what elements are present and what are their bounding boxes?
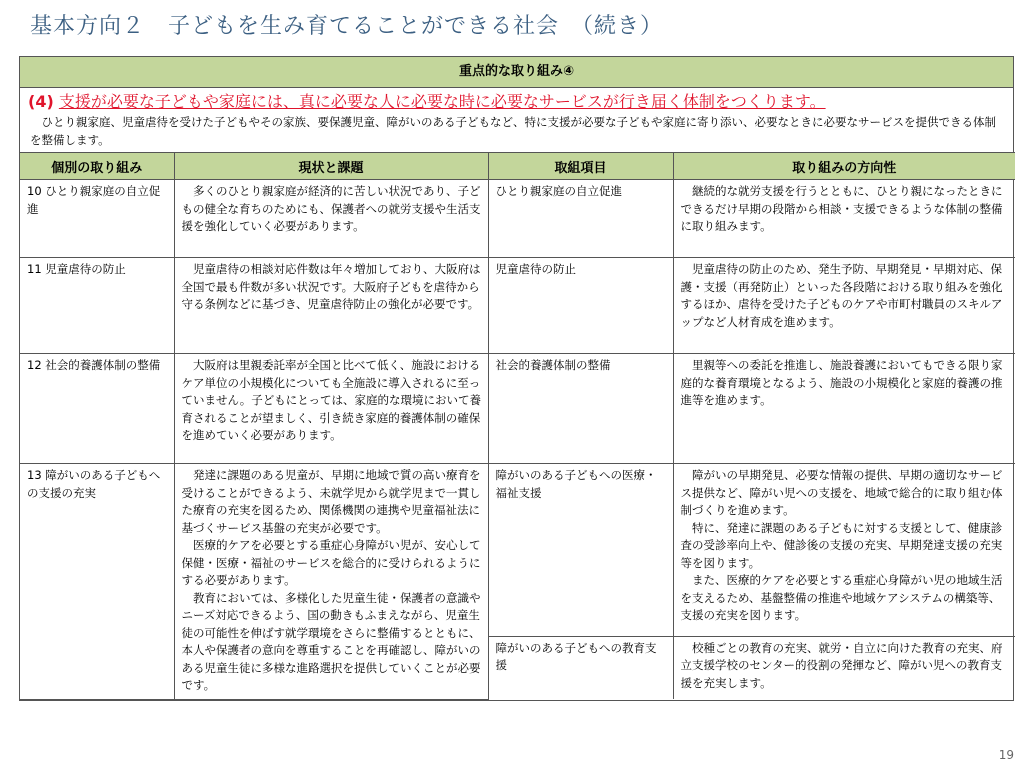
issue-paragraph: 教育においては、多様化した児童生徒・保護者の意識やニーズ対応できるよう、国の動きもふまえながら、児童生徒の可能性を伸ばす就学環境をさらに整備するとともに、本人や保護者の意向を尊重することを再確認し、障がいのある児童生徒に多様な進路選択を提供していくことが必要です。 — [181, 590, 481, 692]
column-header-direction: 取り組みの方向性 — [673, 153, 1015, 180]
row-item: 児童虐待の防止 — [488, 258, 673, 354]
table-row — [20, 354, 1015, 464]
row-issue: 大阪府は里親委託率が全国と比べて低く、施設におけるケア単位の小規模化についても全施設に導入されるに至っていません。子どもにとっては、家庭的な環境において養育されることが望ましく、引き続き家庭的養護体制の確保を進めていく必要があります。 — [174, 354, 488, 464]
column-header-item: 取組項目 — [488, 153, 673, 180]
row-item: 社会的養護体制の整備 — [488, 354, 673, 464]
row-issue: 多くのひとり親家庭が経済的に苦しい状況であり、子どもの健全な育ちのためにも、保護者への就労支援や生活支援を強化していく必要があります。 — [174, 180, 488, 258]
direction-paragraph: 障がいの早期発見、必要な情報の提供、早期の適切なサービス提供など、障がい児への支援を、地域で総合的に取り組む体制づくりを進めます。 — [680, 468, 1003, 517]
row-direction: 里親等への委託を推進し、施設養護においてもできる限り家庭的な養育環境となるよう、施設の小規模化と家庭的養護の推進等を進めます。 — [673, 354, 1015, 464]
table-row — [20, 258, 1015, 354]
row-item: ひとり親家庭の自立促進 — [488, 180, 673, 258]
row-direction: 児童虐待の防止のため、発生予防、早期発見・早期対応、保護・支援（再発防止）といった各段階における取り組みを強化するほか、虐待を受けた子どものケアや市町村職員のスキルアップなど人材育成を進めます。 — [673, 258, 1015, 354]
direction-paragraph: 校種ごとの教育の充実、就労・自立に向けた教育の充実、府立支援学校のセンター的役割の発揮など、障がい児への教育支援を充実します。 — [680, 640, 1003, 690]
row-item: 障がいのある子どもへの医療・福祉支援 — [488, 464, 673, 637]
initiatives-table — [20, 152, 1015, 700]
row-initiative: 10 ひとり親家庭の自立促進 — [20, 180, 174, 258]
row-direction — [673, 636, 1015, 699]
table-row — [20, 464, 1015, 637]
focus-box — [19, 56, 1014, 701]
row-initiative: 13 障がいのある子どもへの支援の充実 — [20, 464, 174, 700]
row-initiative: 12 社会的養護体制の整備 — [20, 354, 174, 464]
focus-description: ひとり親家庭、児童虐待を受けた子どもやその家族、要保護児童、障がいのある子どもなど、特に支援が必要な子どもや家庭に寄り添い、必要なときに必要なサービスを提供できる体制を整備します。 — [30, 115, 996, 147]
page-number: 19 — [998, 748, 1014, 762]
focus-item-heading — [20, 88, 1013, 112]
focus-item-number: (4) — [28, 92, 54, 111]
table-row — [20, 180, 1015, 258]
focus-item-title: 支援が必要な子どもや家庭には、真に必要な人に必要な時に必要なサービスが行き届く体制をつくります。 — [58, 92, 826, 111]
row-direction: 継続的な就労支援を行うとともに、ひとり親になったときにできるだけ早期の段階から相談・支援できるような体制の整備に取り組みます。 — [673, 180, 1015, 258]
issue-paragraph: 発達に課題のある児童が、早期に地域で質の高い療育を受けることができるよう、未就学児から就学児まで一貫した療育の充実を図るため、関係機関の連携や児童福祉法に基づくサービス基盤の充実が必要です。 — [181, 468, 481, 535]
row-direction — [673, 464, 1015, 637]
focus-header: 重点的な取り組み④ — [20, 57, 1013, 88]
direction-paragraph: また、医療的ケアを必要とする重症心身障がい児の地域生活を支えるため、基盤整備の推進や地域ケアシステムの構築等、支援の充実を図ります。 — [680, 573, 1003, 622]
column-header-issue: 現状と課題 — [174, 153, 488, 180]
row-issue — [174, 464, 488, 700]
slide-title: 基本方向２ 子どもを生み育てることができる社会 （続き） — [30, 14, 664, 39]
direction-paragraph: 特に、発達に課題のある子どもに対する支援として、健康診査の受診率向上や、健診後の支援の充実、早期発達支援の充実等を図ります。 — [680, 520, 1003, 570]
issue-paragraph: 医療的ケアを必要とする重症心身障がい児が、安心して保健・医療・福祉のサービスを総合的に受けられるようにする必要があります。 — [181, 538, 481, 587]
column-header-initiative: 個別の取り組み — [20, 153, 174, 180]
row-issue: 児童虐待の相談対応件数は年々増加しており、大阪府は全国で最も件数が多い状況です。大阪府子どもを虐待から守る条例などに基づき、児童虐待防止の強化が必要です。 — [174, 258, 488, 354]
row-item: 障がいのある子どもへの教育支援 — [488, 636, 673, 699]
row-initiative: 11 児童虐待の防止 — [20, 258, 174, 354]
table-header-row — [20, 153, 1015, 180]
